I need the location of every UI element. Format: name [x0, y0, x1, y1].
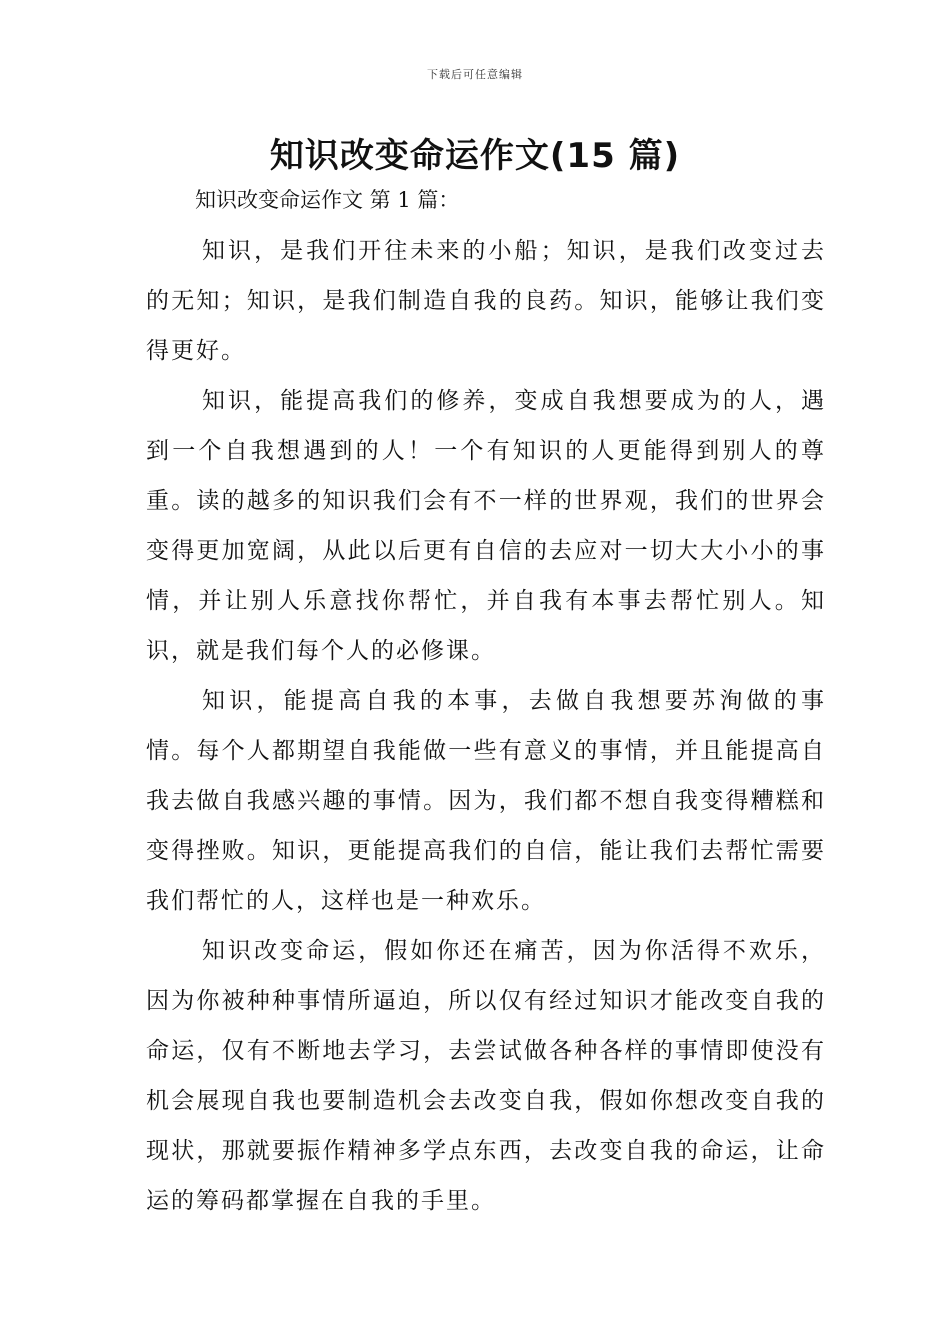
paragraph: 知识，是我们开往未来的小船；知识，是我们改变过去的无知；知识，是我们制造自我的良药。知识，能够让我们变得更好。 — [146, 238, 826, 364]
header-note: 下载后可任意编辑 — [427, 68, 523, 81]
paragraph: 知识，能提高自我的本事，去做自我想要苏洵做的事情。每个人都期望自我能做一些有意义的事情，并且能提高自我去做自我感兴趣的事情。因为，我们都不想自我变得糟糕和变得挫败。知识，更能提高我们的自信，能让我们去帮忙需要我们帮忙的人，这样也是一种欢乐。 — [146, 688, 826, 914]
section-heading: 知识改变命运作文 第 1 篇： — [195, 188, 460, 212]
document-body — [146, 226, 826, 1226]
document-title: 知识改变命运作文(15 篇) — [269, 136, 681, 176]
paragraph: 知识改变命运，假如你还在痛苦，因为你活得不欢乐，因为你被种种事情所逼迫，所以仅有经过知识才能改变自我的命运，仅有不断地去学习，去尝试做各种各样的事情即使没有机会展现自我也要制造机会去改变自我，假如你想改变自我的现状，那就要振作精神多学点东西，去改变自我的命运，让命运的筹码都掌握在自我的手里。 — [146, 938, 826, 1214]
paragraph: 知识，能提高我们的修养，变成自我想要成为的人，遇到一个自我想遇到的人！一个有知识的人更能得到别人的尊重。读的越多的知识我们会有不一样的世界观，我们的世界会变得更加宽阔，从此以后更有自信的去应对一切大大小小的事情，并让别人乐意找你帮忙，并自我有本事去帮忙别人。知识，就是我们每个人的必修课。 — [146, 388, 826, 664]
